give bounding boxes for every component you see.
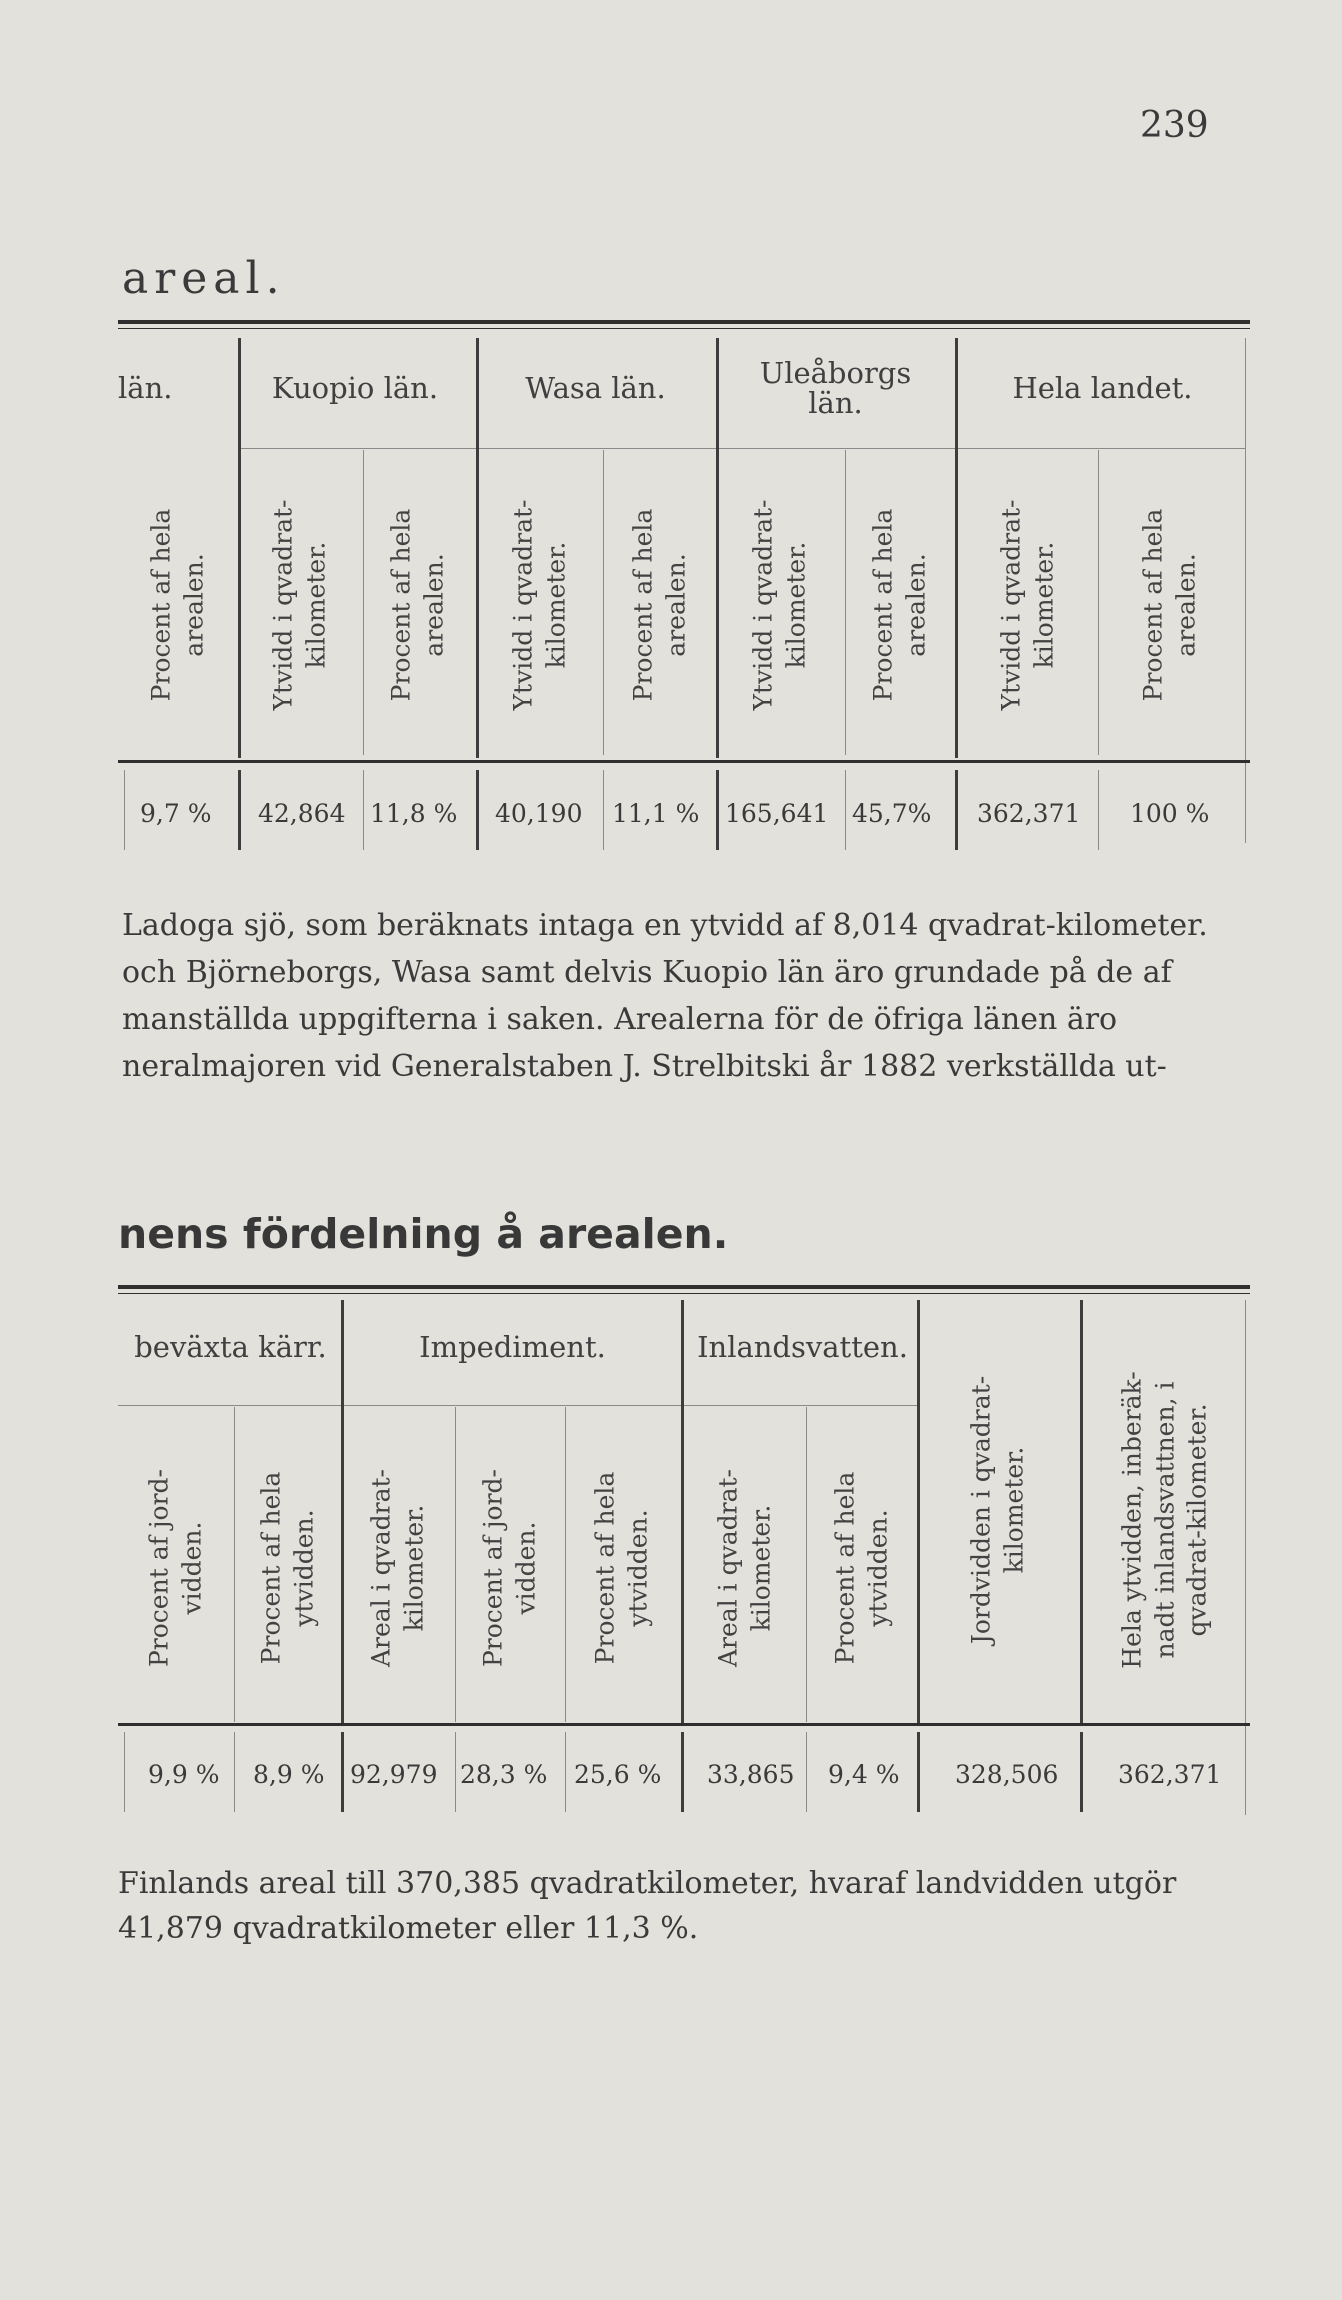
table2-vline-4 (1080, 1300, 1083, 1725)
table2-value: 25,6 % (574, 1760, 662, 1789)
table2-header-rule (118, 1723, 1250, 1726)
table2-vthin-4 (806, 1407, 807, 1722)
table1-vline-3 (716, 338, 719, 758)
table2-top-rule-2 (118, 1293, 1250, 1294)
table2-group-impediment: Impediment. (419, 1330, 606, 1364)
table1-row-vthin-1 (363, 770, 364, 850)
table1-vthin-left (124, 770, 125, 850)
table2-row-vline-3 (917, 1732, 920, 1812)
paragraph-line: manställda uppgifterna i saken. Arealerna för de öfriga länen äro (122, 1002, 1118, 1037)
table1-vthin-2 (603, 450, 604, 755)
table1-row-vline-3 (716, 770, 719, 850)
table2-group-underline (118, 1405, 918, 1406)
table2-row-vthin-1 (234, 1732, 235, 1812)
table2-row-vline-4 (1080, 1732, 1083, 1812)
table1-vline-2 (476, 338, 479, 758)
table2-vline-3 (917, 1300, 920, 1725)
paragraph-line: Ladoga sjö, som beräknats intaga en ytvidd af 8,014 qvadrat-kilometer. (122, 908, 1208, 943)
paragraph-line: Finlands areal till 370,385 qvadratkilometer, hvaraf landvidden utgör (118, 1866, 1177, 1901)
section-heading-areal: areal. (122, 253, 286, 304)
table2-vline-1 (341, 1300, 344, 1725)
table1-group-hela-landet: Hela landet. (1012, 371, 1193, 405)
table1-value: 100 % (1130, 799, 1210, 828)
table1-row-vthin-3 (845, 770, 846, 850)
table1-row-vline-2 (476, 770, 479, 850)
table2-vthin-1 (234, 1407, 235, 1722)
table1-value: 362,371 (977, 799, 1081, 828)
table2-value: 92,979 (350, 1760, 438, 1789)
table1-value: 40,190 (495, 799, 583, 828)
table1-value: 9,7 % (140, 799, 212, 828)
table2-value: 8,9 % (253, 1760, 325, 1789)
table2-value: 328,506 (955, 1760, 1059, 1789)
table2-vline-2 (681, 1300, 684, 1725)
table2-value: 9,4 % (828, 1760, 900, 1789)
table2-vthin-right (1245, 1300, 1246, 1815)
table2-group-inlandsvatten: Inlandsvatten. (697, 1330, 908, 1364)
table1-vthin-right (1245, 338, 1246, 843)
table1-value: 11,8 % (370, 799, 458, 828)
table1-group-lan: län. (118, 371, 173, 405)
table1-row-vline-1 (238, 770, 241, 850)
table1-value: 11,1 % (612, 799, 700, 828)
table1-vthin-4 (1098, 450, 1099, 755)
table1-group-underline (240, 448, 1245, 449)
table1-row-vthin-2 (603, 770, 604, 850)
table2-value: 362,371 (1118, 1760, 1222, 1789)
table2-row-vthin-3 (565, 1732, 566, 1812)
table1-vline-4 (955, 338, 958, 758)
table1-value: 165,641 (725, 799, 829, 828)
table2-row-vline-2 (681, 1732, 684, 1812)
table2-row-vline-1 (341, 1732, 344, 1812)
table2-value: 28,3 % (460, 1760, 548, 1789)
table1-value: 42,864 (258, 799, 346, 828)
table2-value: 9,9 % (148, 1760, 220, 1789)
table2-row-vthin-4 (806, 1732, 807, 1812)
table2-group-kärr: beväxta kärr. (134, 1330, 327, 1364)
table2-top-rule (118, 1285, 1250, 1289)
table2-row-vthin-left (124, 1732, 125, 1812)
table1-top-rule-2 (118, 328, 1250, 329)
table1-group-kuopio: Kuopio län. (271, 371, 439, 405)
section-heading-fordelning: nens fördelning å arealen. (118, 1210, 729, 1258)
paragraph-line: 41,879 qvadratkilometer eller 11,3 %. (118, 1911, 699, 1946)
paragraph-line: neralmajoren vid Generalstaben J. Strelbitski år 1882 verkställda ut- (122, 1049, 1167, 1084)
table1-group-uleaborg: Uleåborgs län. (759, 356, 912, 421)
table1-vthin-3 (845, 450, 846, 755)
table1-vthin-1 (363, 450, 364, 755)
table1-row-vline-4 (955, 770, 958, 850)
table1-value: 45,7% (852, 799, 932, 828)
page-number: 239 (1140, 105, 1209, 146)
table1-group-wasa: Wasa län. (525, 371, 666, 405)
paragraph-line: och Björneborgs, Wasa samt delvis Kuopio län äro grundade på de af (122, 955, 1172, 990)
table1-vline-1 (238, 338, 241, 758)
table2-vthin-3 (565, 1407, 566, 1722)
table2-value: 33,865 (707, 1760, 795, 1789)
table2-vthin-2 (455, 1407, 456, 1722)
table1-header-rule (118, 760, 1250, 763)
table1-top-rule (118, 320, 1250, 324)
table2-row-vthin-2 (455, 1732, 456, 1812)
table1-row-vthin-4 (1098, 770, 1099, 850)
